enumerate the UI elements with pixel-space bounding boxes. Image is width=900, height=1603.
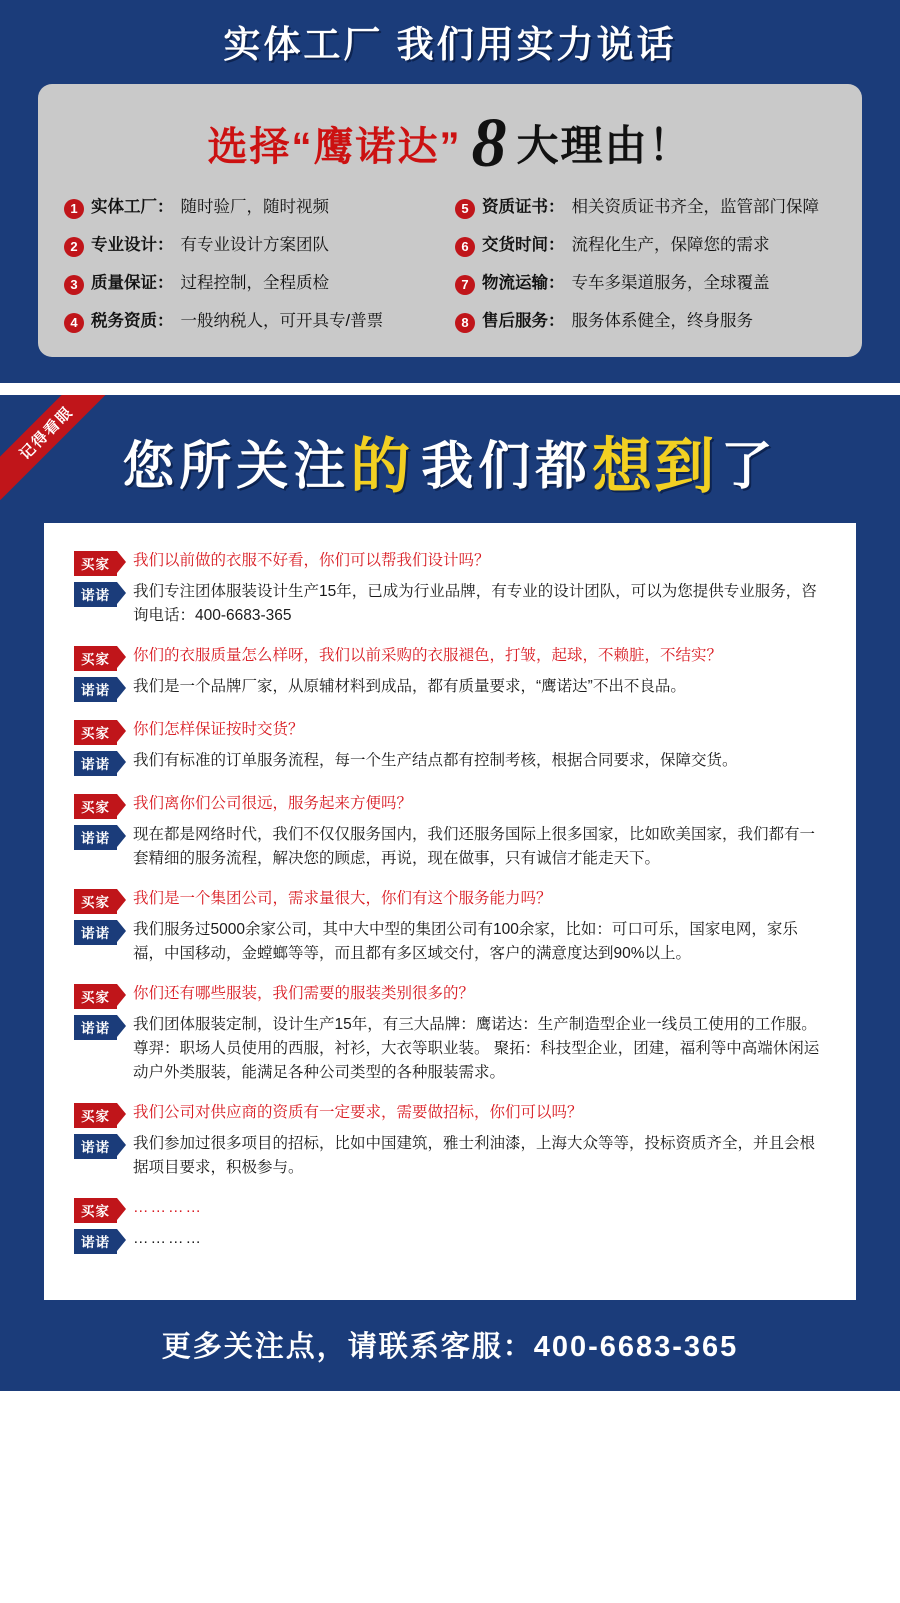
reasons-section [0, 0, 900, 383]
answer-tag: 诺诺 [74, 1229, 117, 1254]
reason-item [455, 273, 836, 295]
reason-item [64, 197, 445, 219]
faq-headline-part1: 您所关注 [122, 437, 351, 496]
faq-answer-line [74, 823, 826, 871]
faq-answer-line [74, 1013, 826, 1085]
reason-label: 质量保证： [91, 273, 174, 292]
reasons-grid [64, 191, 836, 333]
reason-text: 流程化生产，保障您的需求 [571, 235, 770, 254]
answer-tag: 诺诺 [74, 677, 117, 702]
reason-number-badge: 5 [455, 199, 475, 219]
faq-answer-text: 我们专注团体服装设计生产15年，已成为行业品牌，有专业的设计团队，可以为您提供专业服务，咨询电话：400-6683-365 [133, 582, 817, 624]
answer-tag: 诺诺 [74, 582, 117, 607]
section-divider [0, 383, 900, 395]
reason-label: 物流运输： [482, 273, 565, 292]
faq-item [74, 982, 826, 1085]
faq-answer-line [74, 1227, 826, 1254]
reason-number-badge: 1 [64, 199, 84, 219]
faq-question-text: 我们离你们公司很远，服务起来方便吗？ [133, 794, 413, 812]
reason-item [455, 235, 836, 257]
reason-label: 交货时间： [482, 235, 565, 254]
reason-label: 售后服务： [482, 311, 565, 330]
reason-text: 随时验厂，随时视频 [180, 197, 329, 216]
reason-number-badge: 3 [64, 275, 84, 295]
faq-question-text: 你们还有哪些服装，我们需要的服装类别很多的？ [133, 985, 475, 1003]
buyer-tag: 买家 [74, 1198, 117, 1223]
faq-answer-text: ………… [133, 1230, 203, 1248]
faq-question-text: 我们公司对供应商的资质有一定要求，需要做招标，你们可以吗？ [133, 1104, 583, 1122]
faq-item [74, 1101, 826, 1180]
answer-tag: 诺诺 [74, 1134, 117, 1159]
faq-item [74, 718, 826, 776]
reason-item [455, 197, 836, 219]
faq-answer-text: 我们服务过5000余家公司，其中大中型的集团公司有100余家，比如：可口可乐，国家电网，家乐福，中国移动，金螳螂等等，而且都有多区域交付，客户的满意度达到90%以上。 [133, 921, 798, 963]
reason-item [455, 311, 836, 333]
reason-item [64, 311, 445, 333]
faq-headline-part5: 了 [720, 437, 778, 496]
faq-item [74, 1196, 826, 1254]
faq-headline-part3: 我们都 [421, 437, 593, 496]
buyer-tag: 买家 [74, 720, 117, 745]
buyer-tag: 买家 [74, 794, 117, 819]
faq-question-line [74, 887, 826, 914]
reasons-headline [64, 104, 836, 191]
banner-title: 实体工厂 我们用实力说话 [223, 24, 677, 65]
reason-text: 相关资质证书齐全，监管部门保障 [571, 197, 819, 216]
faq-answer-text: 现在都是网络时代，我们不仅仅服务国内，我们还服务国际上很多国家，比如欧美国家，我们都有一套精细的服务流程，解决您的顾虑，再说，现在做事，只有诚信才能走天下。 [133, 825, 816, 867]
faq-question-text: ………… [133, 1199, 203, 1217]
reasons-card [38, 84, 862, 357]
faq-answer-line [74, 1132, 826, 1180]
reason-number-badge: 7 [455, 275, 475, 295]
faq-answer-line [74, 675, 826, 702]
reason-text: 一般纳税人，可开具专/普票 [180, 311, 384, 330]
reason-item [64, 273, 445, 295]
reason-text: 服务体系健全，终身服务 [571, 311, 753, 330]
corner-ribbon: 记得看眼 [0, 395, 114, 500]
faq-answer-line [74, 749, 826, 776]
faq-section [0, 395, 900, 1391]
faq-card [44, 523, 856, 1300]
faq-headline [0, 395, 900, 523]
faq-question-text: 你们的衣服质量怎么样呀，我们以前采购的衣服褪色，打皱，起球，不赖脏，不结实？ [133, 646, 723, 664]
faq-answer-text: 我们参加过很多项目的招标，比如中国建筑，雅士利油漆，上海大众等等，投标资质齐全，并且会根据项目要求，积极参与。 [133, 1135, 816, 1177]
faq-question-line [74, 549, 826, 576]
reason-number-badge: 4 [64, 313, 84, 333]
faq-item [74, 887, 826, 966]
buyer-tag: 买家 [74, 1103, 117, 1128]
reason-label: 税务资质： [91, 311, 174, 330]
headline-red-text: 选择“鹰诺达” [207, 124, 462, 169]
answer-tag: 诺诺 [74, 825, 117, 850]
reason-label: 实体工厂： [91, 197, 174, 216]
faq-answer-text: 我们团体服装定制，设计生产15年，有三大品牌：鹰诺达：生产制造型企业一线员工使用的工作服。尊羿：职场人员使用的西服，衬衫，大衣等职业装。 聚拓：科技型企业，团建，福利等中高端休闲运动户外类服装，能满足各种公司类型的各种服装需求。 [133, 1016, 820, 1082]
faq-question-line [74, 1196, 826, 1223]
faq-answer-line [74, 918, 826, 966]
faq-answer-text: 我们有标准的订单服务流程，每一个生产结点都有控制考核，根据合同要求，保障交货。 [133, 751, 738, 769]
reason-label: 专业设计： [91, 235, 174, 254]
reason-text: 专车多渠道服务，全球覆盖 [571, 273, 770, 292]
answer-tag: 诺诺 [74, 920, 117, 945]
reason-item [64, 235, 445, 257]
faq-answer-line [74, 580, 826, 628]
headline-number: 8 [471, 104, 507, 182]
faq-headline-part4: 想到 [592, 432, 717, 500]
faq-question-line [74, 982, 826, 1009]
faq-question-line [74, 644, 826, 671]
buyer-tag: 买家 [74, 889, 117, 914]
reason-number-badge: 6 [455, 237, 475, 257]
buyer-tag: 买家 [74, 646, 117, 671]
answer-tag: 诺诺 [74, 1015, 117, 1040]
faq-item [74, 644, 826, 702]
faq-question-text: 我们以前做的衣服不好看，你们可以帮我们设计吗？ [133, 551, 490, 569]
faq-item [74, 549, 826, 628]
buyer-tag: 买家 [74, 551, 117, 576]
faq-answer-text: 我们是一个品牌厂家，从原辅材料到成品，都有质量要求，“鹰诺达”不出不良品。 [133, 677, 686, 695]
reason-number-badge: 2 [64, 237, 84, 257]
headline-black-text: 大理由！ [516, 122, 693, 170]
reason-number-badge: 8 [455, 313, 475, 333]
faq-question-line [74, 1101, 826, 1128]
faq-item [74, 792, 826, 871]
faq-question-line [74, 718, 826, 745]
faq-question-text: 你们怎样保证按时交货？ [133, 720, 304, 738]
footer-contact: 更多关注点，请联系客服：400-6683-365 [0, 1300, 900, 1391]
reason-text: 过程控制，全程质检 [180, 273, 329, 292]
faq-question-line [74, 792, 826, 819]
reason-label: 资质证书： [482, 197, 565, 216]
faq-question-text: 我们是一个集团公司，需求量很大，你们有这个服务能力吗？ [133, 890, 552, 907]
buyer-tag: 买家 [74, 984, 117, 1009]
reason-text: 有专业设计方案团队 [180, 235, 329, 254]
faq-headline-part2: 的 [350, 432, 413, 500]
answer-tag: 诺诺 [74, 751, 117, 776]
